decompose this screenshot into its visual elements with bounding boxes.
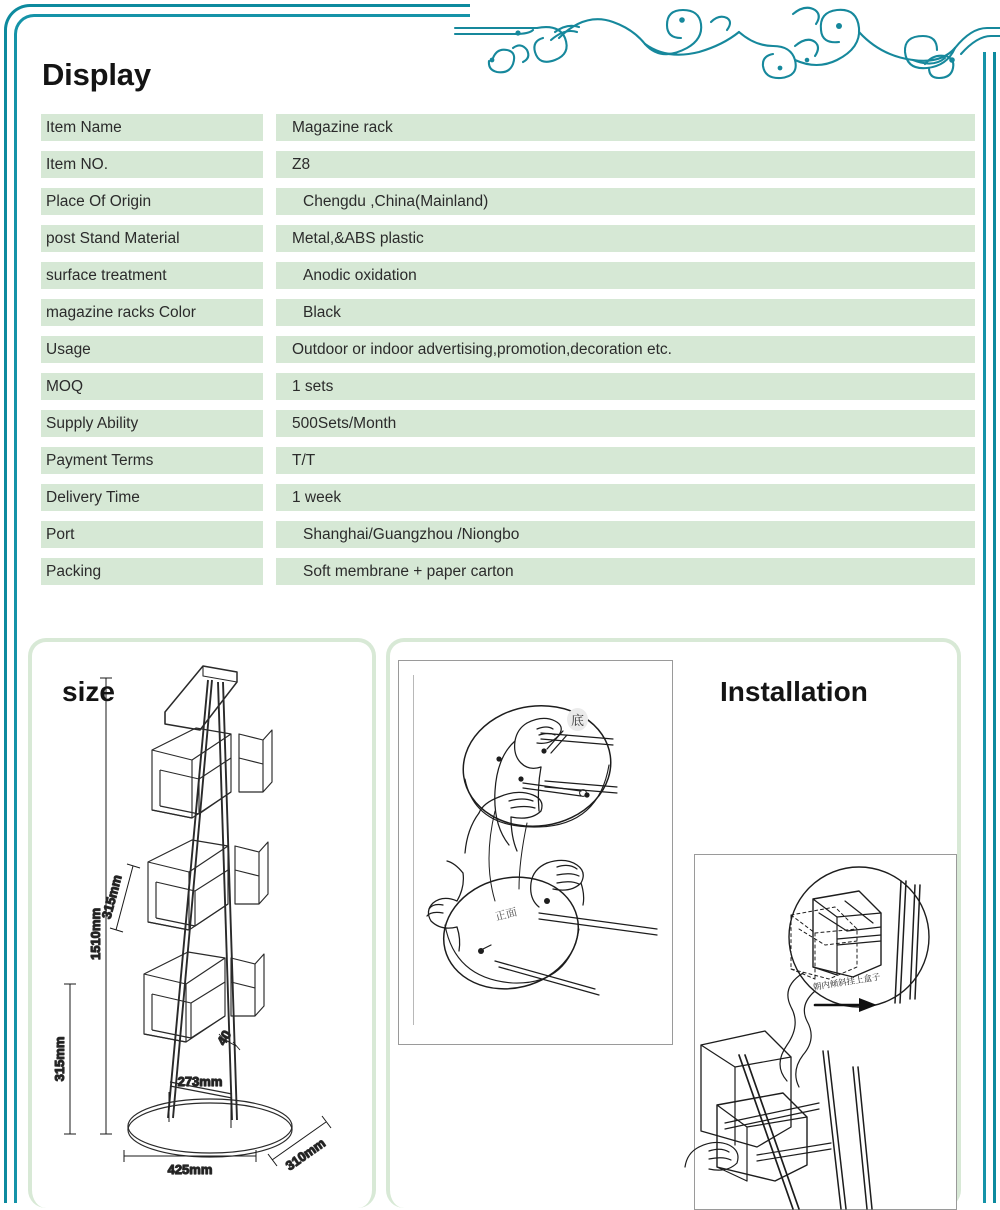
spec-column-gap: [263, 447, 276, 484]
label-front-face: 正面: [493, 905, 519, 924]
spec-label: Port: [41, 521, 263, 548]
spec-label: Item Name: [41, 114, 263, 141]
spec-row: [41, 262, 975, 299]
spec-column-gap: [263, 410, 276, 447]
dim-base-height: 315mm: [52, 1036, 67, 1082]
frame-top-mask: [470, 0, 1000, 52]
spec-value: Soft membrane + paper carton: [276, 558, 975, 585]
spec-row: [41, 521, 975, 558]
spec-label: magazine racks Color: [41, 299, 263, 326]
spec-value: 500Sets/Month: [276, 410, 975, 437]
spec-label: Delivery Time: [41, 484, 263, 511]
spec-label: Packing: [41, 558, 263, 585]
page-title: Display: [42, 57, 151, 92]
spec-row: [41, 299, 975, 336]
label-bottom-face: 底: [567, 708, 588, 731]
spec-value: Outdoor or indoor advertising,promotion,decoration etc.: [276, 336, 975, 363]
dim-tray-width: 273mm: [177, 1074, 223, 1089]
spec-row: [41, 225, 975, 262]
hang-box-caption: 朝内倾斜挂上盒子: [812, 972, 882, 993]
spec-label: Place Of Origin: [41, 188, 263, 215]
dim-tray-depth: 40: [213, 1027, 235, 1048]
spec-label: MOQ: [41, 373, 263, 400]
spec-row: [41, 188, 975, 225]
spec-column-gap: [263, 114, 276, 151]
spec-value: Anodic oxidation: [276, 262, 975, 289]
installation-panel-title: Installation: [720, 676, 868, 707]
tray-hanging-detail-drawing-icon: [695, 855, 956, 1209]
installation-step-2-frame: [694, 854, 957, 1210]
installation-panel: [386, 638, 961, 1208]
spec-column-gap: [263, 299, 276, 336]
spec-label: Usage: [41, 336, 263, 363]
spec-row: [41, 373, 975, 410]
dim-tray-height: 315mm: [98, 873, 125, 921]
spec-row: [41, 558, 975, 595]
base-plate-assembly-drawing-icon: [399, 661, 672, 1044]
installation-step-1-frame: [398, 660, 673, 1045]
spec-column-gap: [263, 484, 276, 521]
size-panel-title: size: [62, 676, 115, 707]
filigree-scroll-ornament-icon: [455, 0, 1000, 110]
spec-column-gap: [263, 521, 276, 558]
spec-value: Z8: [276, 151, 975, 178]
spec-column-gap: [263, 336, 276, 373]
spec-row: [41, 336, 975, 373]
spec-value: Shanghai/Guangzhou /Niongbo: [276, 521, 975, 548]
dim-base-depth: 310mm: [282, 1135, 329, 1174]
spec-value: 1 week: [276, 484, 975, 511]
spec-label: Item NO.: [41, 151, 263, 178]
dim-base-width: 425mm: [167, 1162, 213, 1177]
spec-column-gap: [263, 225, 276, 262]
spec-column-gap: [263, 188, 276, 225]
spec-column-gap: [263, 373, 276, 410]
magazine-rack-line-drawing-icon: [32, 642, 372, 1204]
spec-row: [41, 151, 975, 188]
spec-row: [41, 114, 975, 151]
spec-label: Supply Ability: [41, 410, 263, 437]
spec-row: [41, 410, 975, 447]
spec-column-gap: [263, 262, 276, 299]
spec-column-gap: [263, 558, 276, 595]
spec-value: Black: [276, 299, 975, 326]
spec-label: Payment Terms: [41, 447, 263, 474]
spec-label: post Stand Material: [41, 225, 263, 252]
size-panel: [28, 638, 376, 1208]
spec-value: T/T: [276, 447, 975, 474]
spec-value: Magazine rack: [276, 114, 975, 141]
spec-row: [41, 447, 975, 484]
dim-total-height: 1510mm: [88, 907, 103, 961]
spec-value: Metal,&ABS plastic: [276, 225, 975, 252]
spec-row: [41, 484, 975, 521]
spec-label: surface treatment: [41, 262, 263, 289]
specification-table: [41, 114, 975, 595]
spec-value: Chengdu ,China(Mainland): [276, 188, 975, 215]
spec-value: 1 sets: [276, 373, 975, 400]
spec-column-gap: [263, 151, 276, 188]
